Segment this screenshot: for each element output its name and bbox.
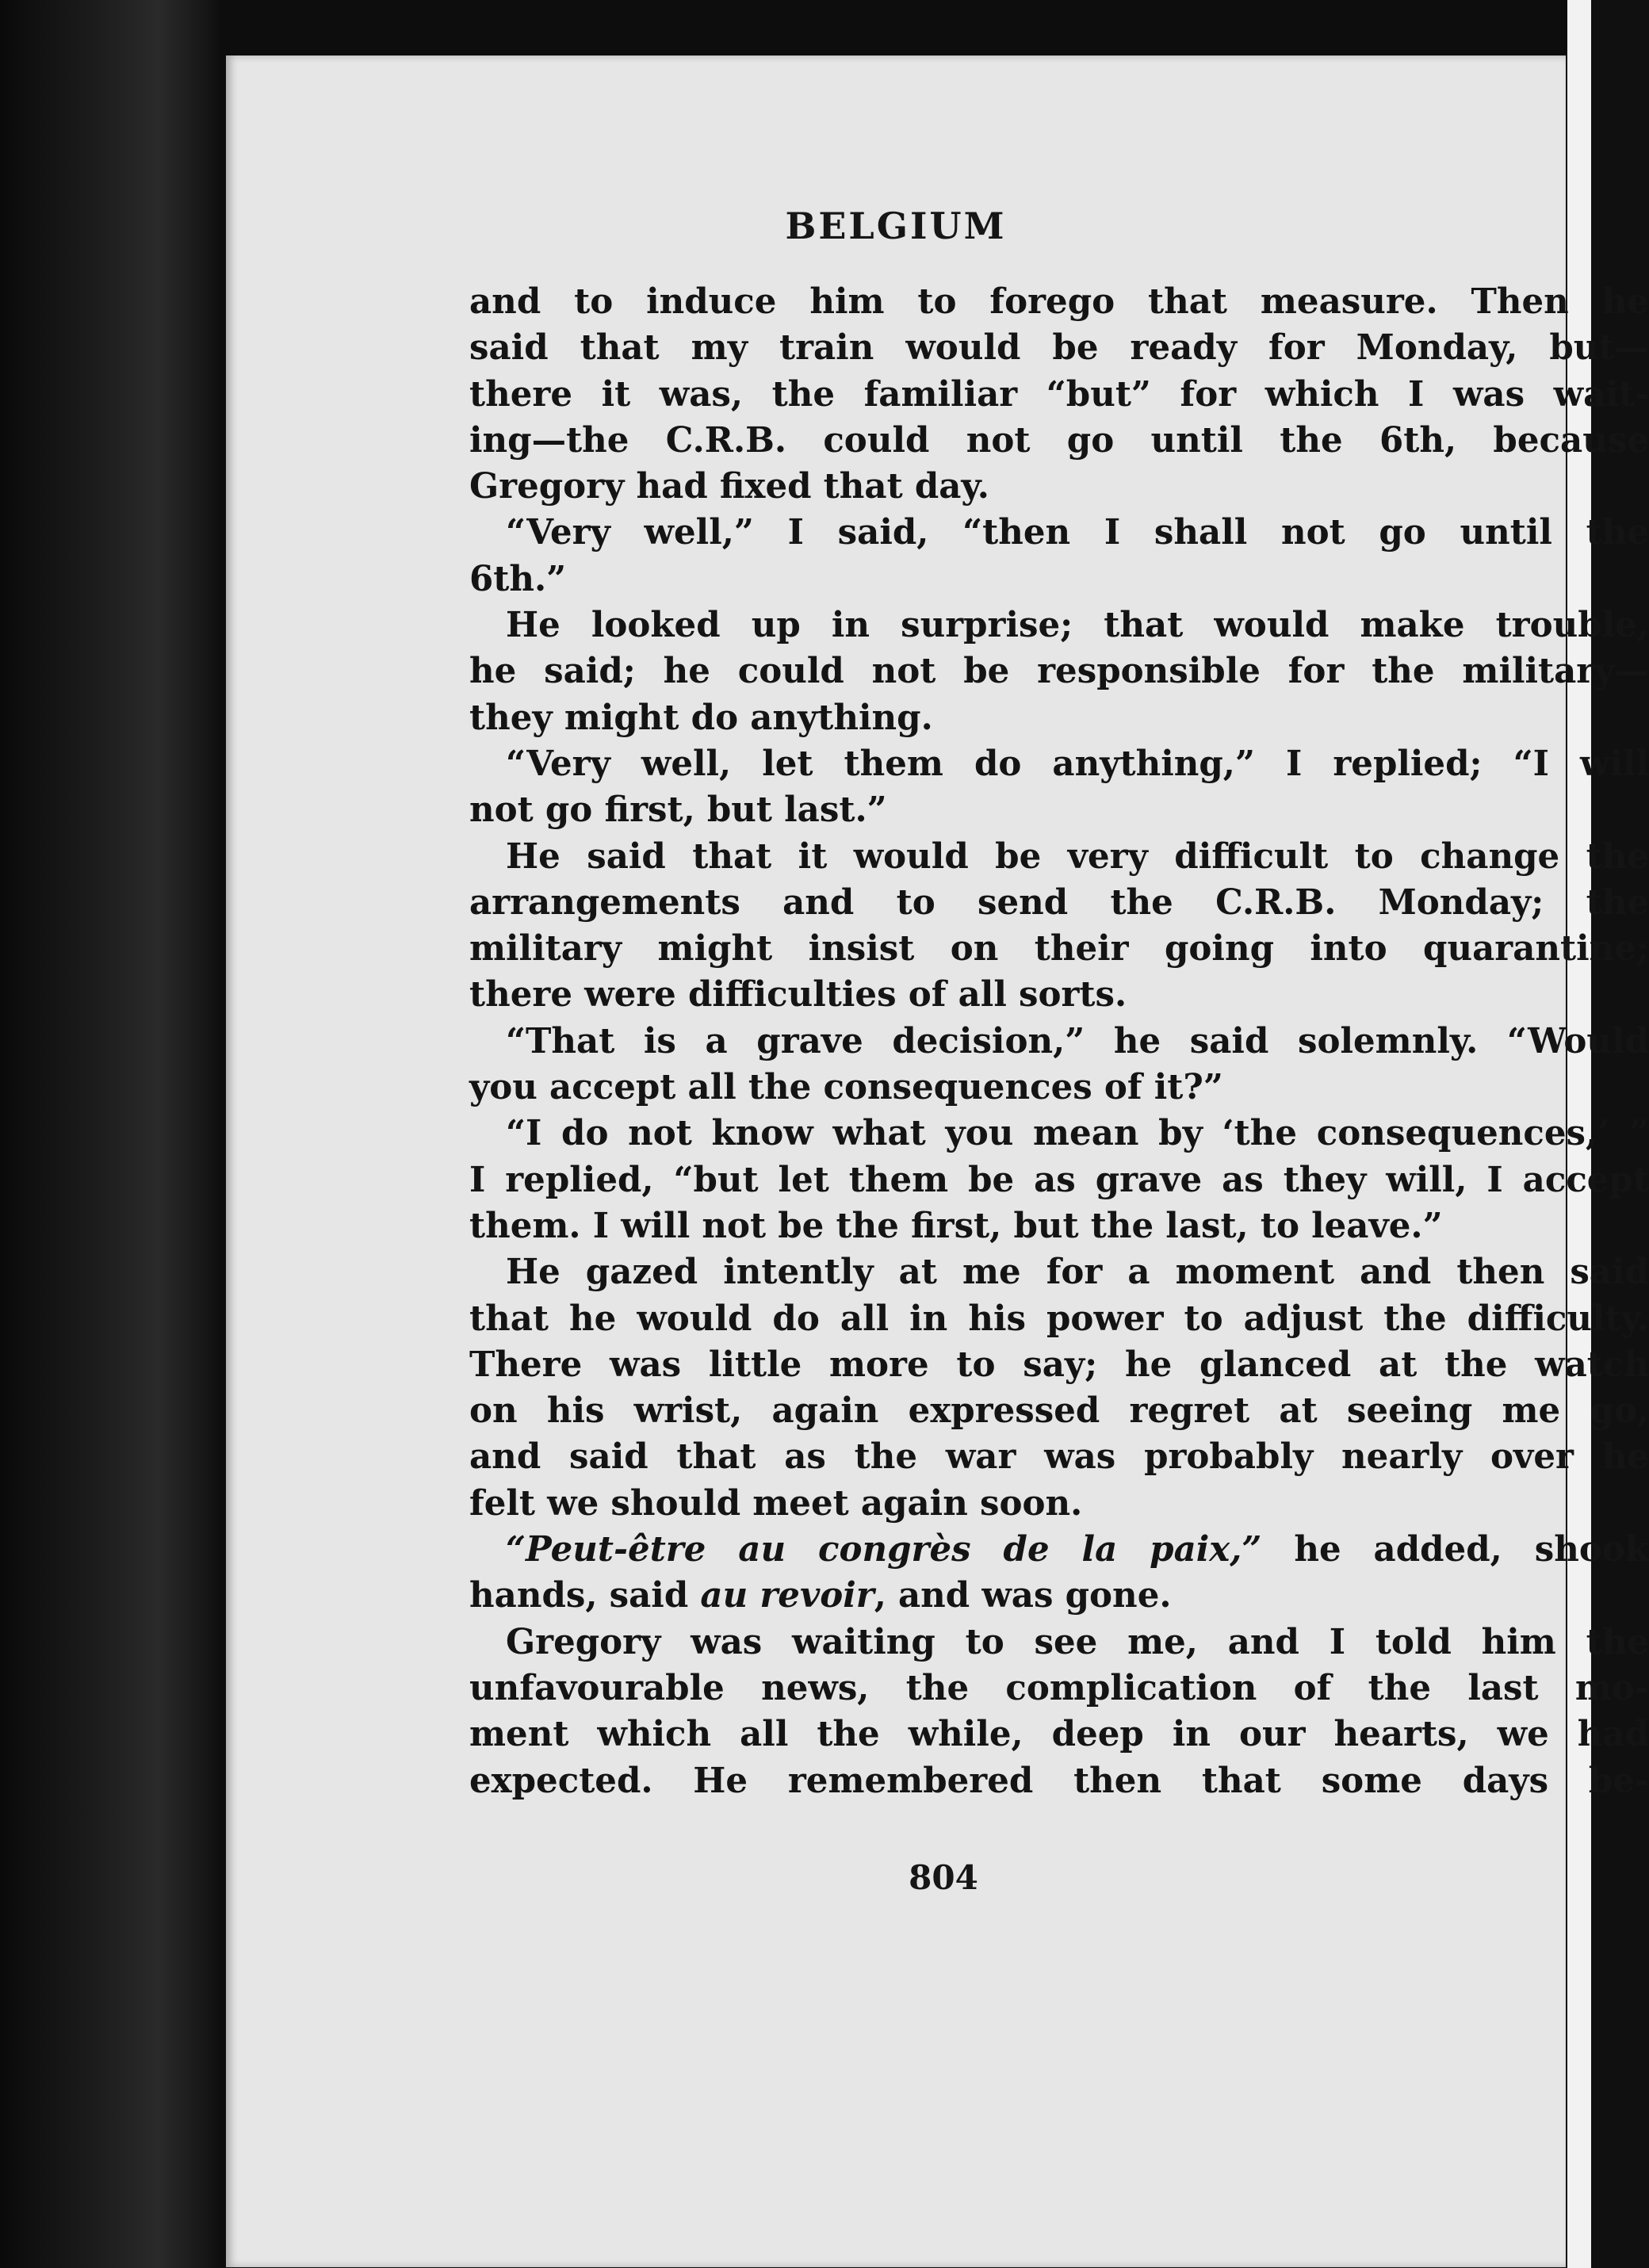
text-line-26: and said that as the war was probably nearly over he: [469, 1436, 1649, 1478]
text-line-7: 6th.”: [469, 558, 567, 599]
text-line-17: “That is a grave decision,” he said solemnly. “Would: [506, 1020, 1649, 1061]
text-line-22: He gazed intently at me for a moment and then said: [506, 1252, 1649, 1293]
running-header: BELGIUM: [785, 205, 1007, 247]
text-line-11: “Very well, let them do anything,” I replied; “I will: [506, 743, 1649, 784]
text-line-20: I replied, “but let them be as grave as they will, I accept: [469, 1159, 1649, 1200]
text-line-33: expected. He remembered then that some days be-: [469, 1760, 1649, 1801]
text-line-29: hands, said au revoir, and was gone.: [469, 1575, 1172, 1616]
text-line-23: that he would do all in his power to adjust the difficulty.: [469, 1298, 1649, 1339]
text-line-15: military might insist on their going into quarantine;: [469, 928, 1649, 970]
text-line-6: “Very well,” I said, “then I shall not go until the: [506, 512, 1649, 553]
text-line-25: on his wrist, again expressed regret at seeing me go,: [469, 1390, 1649, 1432]
text-line-9: he said; he could not be responsible for the military—: [469, 651, 1649, 692]
text-line-31: unfavourable news, the complication of the last mo-: [469, 1667, 1649, 1708]
text-line-19: “I do not know what you mean by ‘the consequences,’ ”: [506, 1113, 1649, 1154]
page-number: 804: [909, 1858, 978, 1897]
text-line-5: Gregory had fixed that day.: [469, 466, 989, 507]
text-line-4: ing—the C.R.B. could not go until the 6th, because: [469, 419, 1649, 461]
italic-line-remainder: he added, shook: [1261, 1529, 1649, 1570]
text-line-3: there it was, the familiar “but” for which I was wait-: [469, 373, 1649, 415]
text-line-12: not go first, but last.”: [469, 790, 887, 831]
text-line-21: them. I will not be the first, but the last, to leave.”: [469, 1205, 1443, 1246]
text-line-27: felt we should meet again soon.: [469, 1482, 1083, 1524]
italic-au-revoir: au revoir: [700, 1575, 874, 1616]
text-line-24: There was little more to say; he glanced at the watch: [469, 1344, 1649, 1385]
text-line-10: they might do anything.: [469, 697, 933, 738]
italic-quote: “Peut-être au congrès de la paix,”: [506, 1529, 1262, 1570]
text-line-2: said that my train would be ready for Monday, but—: [469, 327, 1649, 369]
text-line-13: He said that it would be very difficult to change the: [506, 836, 1649, 877]
text-line-32: ment which all the while, deep in our hearts, we had: [469, 1714, 1649, 1755]
text-line-8: He looked up in surprise; that would make trouble,: [506, 605, 1649, 646]
text-line-italic: [469, 1527, 1649, 1573]
text-line-18: you accept all the consequences of it?”: [469, 1067, 1223, 1108]
text-line-14: arrangements and to send the C.R.B. Monday; the: [469, 882, 1649, 923]
text-line-16: there were difficulties of all sorts.: [469, 974, 1127, 1015]
body-text: [469, 279, 1649, 1804]
text-line-30: Gregory was waiting to see me, and I told him the: [506, 1621, 1649, 1662]
text-line-1: and to induce him to forego that measure. Then he: [469, 281, 1649, 322]
book-page: [226, 55, 1649, 2267]
